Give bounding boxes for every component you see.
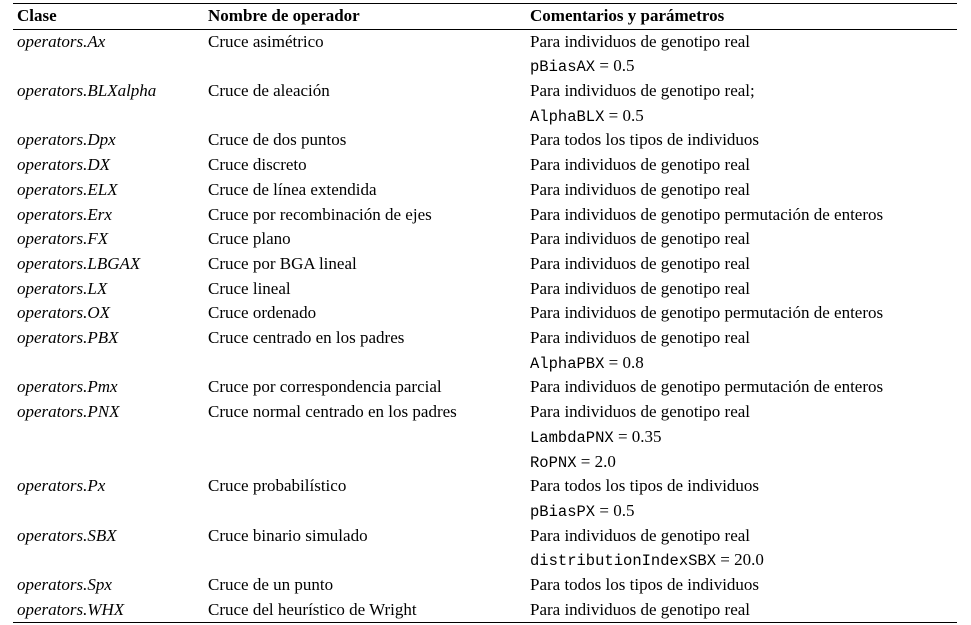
parameter-value: = 0.35	[613, 426, 662, 446]
class-name-cell: operators.Dpx	[17, 130, 116, 150]
parameter-name: pBiasPX	[530, 502, 596, 521]
header-nombre: Nombre de operador	[208, 6, 360, 25]
operator-name-cell: Cruce discreto	[208, 155, 307, 175]
table-header	[13, 4, 957, 30]
operators-table	[13, 3, 957, 623]
parameter-value: = 0.5	[604, 105, 644, 125]
comment-text: Para todos los tipos de individuos	[530, 130, 760, 150]
class-name-cell: operators.BLXalpha	[17, 81, 157, 101]
operator-name-cell: Cruce del heurístico de Wright	[208, 599, 417, 619]
parameter-name: pBiasAX	[530, 58, 596, 77]
table-row	[13, 227, 957, 252]
operator-name-cell: Cruce de dos puntos	[208, 130, 347, 150]
table-body	[13, 29, 957, 623]
class-name-cell: operators.Erx	[17, 204, 112, 224]
operator-name-cell: Cruce de línea extendida	[208, 179, 377, 199]
parameter-line	[530, 54, 957, 79]
comment-cell	[526, 153, 957, 178]
class-name-cell: operators.FX	[17, 229, 109, 249]
comment-cell	[526, 598, 957, 623]
header-row	[13, 4, 957, 30]
table-row	[13, 598, 957, 623]
class-name-cell: operators.SBX	[17, 525, 117, 545]
operator-name-cell: Cruce probabilístico	[208, 476, 347, 496]
operator-name-cell: Cruce por correspondencia parcial	[208, 377, 442, 397]
parameter-name: AlphaBLX	[530, 107, 605, 126]
table-row	[13, 178, 957, 203]
parameter-line	[530, 548, 957, 573]
operator-name-cell: Cruce por recombinación de ejes	[208, 204, 432, 224]
parameter-line	[530, 351, 957, 376]
comment-cell	[526, 573, 957, 598]
comment-text: Para todos los tipos de individuos	[530, 476, 760, 496]
table-row	[13, 400, 957, 474]
class-name-cell: operators.Pmx	[17, 377, 118, 397]
parameter-name: LambdaPNX	[530, 428, 614, 447]
table-row	[13, 128, 957, 153]
parameter-value: = 0.8	[604, 352, 644, 372]
comment-cell	[526, 178, 957, 203]
operator-name-cell: Cruce ordenado	[208, 303, 317, 323]
comment-text: Para individuos de genotipo real;	[530, 81, 755, 101]
comment-text: Para individuos de genotipo real	[530, 179, 751, 199]
operator-name-cell: Cruce de aleación	[208, 81, 330, 101]
comment-cell	[526, 400, 957, 474]
comment-text: Para individuos de genotipo permutación de enteros	[530, 204, 884, 224]
class-name-cell: operators.Px	[17, 476, 106, 496]
comment-text: Para individuos de genotipo real	[530, 599, 751, 619]
comment-text: Para individuos de genotipo real	[530, 229, 751, 249]
comment-text: Para individuos de genotipo real	[530, 155, 751, 175]
header-clase: Clase	[17, 6, 57, 25]
comment-cell	[526, 326, 957, 375]
comment-text: Para individuos de genotipo real	[530, 402, 751, 422]
comment-text: Para individuos de genotipo permutación de enteros	[530, 377, 884, 397]
comment-text: Para individuos de genotipo real	[530, 525, 751, 545]
comment-cell	[526, 128, 957, 153]
comment-text: Para individuos de genotipo real	[530, 253, 751, 273]
class-name-cell: operators.LX	[17, 278, 108, 298]
parameter-value: = 0.5	[595, 56, 635, 76]
class-name-cell: operators.WHX	[17, 599, 125, 619]
operator-name-cell: Cruce por BGA lineal	[208, 253, 357, 273]
operator-name-cell: Cruce lineal	[208, 278, 291, 298]
comment-text: Para individuos de genotipo real	[530, 278, 751, 298]
comment-text: Para individuos de genotipo real	[530, 328, 751, 348]
parameter-line	[530, 499, 957, 524]
operator-name-cell: Cruce plano	[208, 229, 291, 249]
header-comentarios: Comentarios y parámetros	[530, 6, 725, 25]
comment-cell	[526, 524, 957, 573]
comment-cell	[526, 203, 957, 228]
class-name-cell: operators.Spx	[17, 574, 112, 594]
table-row	[13, 203, 957, 228]
table-row	[13, 301, 957, 326]
table-row	[13, 326, 957, 375]
parameter-value: = 0.5	[595, 500, 635, 520]
operator-name-cell: Cruce centrado en los padres	[208, 328, 405, 348]
parameter-line	[530, 104, 957, 129]
table-row	[13, 375, 957, 400]
parameter-value: = 2.0	[576, 451, 616, 471]
parameter-name: distributionIndexSBX	[530, 552, 717, 571]
operator-name-cell: Cruce binario simulado	[208, 525, 368, 545]
comment-cell	[526, 277, 957, 302]
parameter-name: AlphaPBX	[530, 354, 605, 373]
parameter-line	[530, 425, 957, 450]
comment-cell	[526, 375, 957, 400]
table-row	[13, 277, 957, 302]
comment-cell	[526, 252, 957, 277]
comment-cell	[526, 79, 957, 128]
parameter-value: = 20.0	[716, 550, 764, 570]
operator-name-cell: Cruce de un punto	[208, 574, 334, 594]
class-name-cell: operators.LBGAX	[17, 253, 141, 273]
comment-cell	[526, 29, 957, 79]
comment-cell	[526, 474, 957, 523]
table-row	[13, 524, 957, 573]
table-row	[13, 474, 957, 523]
table-row	[13, 79, 957, 128]
class-name-cell: operators.Ax	[17, 31, 106, 51]
class-name-cell: operators.DX	[17, 155, 111, 175]
comment-text: Para todos los tipos de individuos	[530, 574, 760, 594]
table-row	[13, 29, 957, 79]
operator-name-cell: Cruce normal centrado en los padres	[208, 402, 457, 422]
class-name-cell: operators.PBX	[17, 328, 119, 348]
table-row	[13, 252, 957, 277]
table-row	[13, 573, 957, 598]
parameter-line	[530, 450, 957, 475]
comment-text: Para individuos de genotipo permutación de enteros	[530, 303, 884, 323]
comment-cell	[526, 227, 957, 252]
class-name-cell: operators.PNX	[17, 402, 120, 422]
operator-name-cell: Cruce asimétrico	[208, 31, 324, 51]
table-row	[13, 153, 957, 178]
comment-cell	[526, 301, 957, 326]
class-name-cell: operators.OX	[17, 303, 111, 323]
parameter-name: RoPNX	[530, 453, 577, 472]
comment-text: Para individuos de genotipo real	[530, 31, 751, 51]
class-name-cell: operators.ELX	[17, 179, 118, 199]
